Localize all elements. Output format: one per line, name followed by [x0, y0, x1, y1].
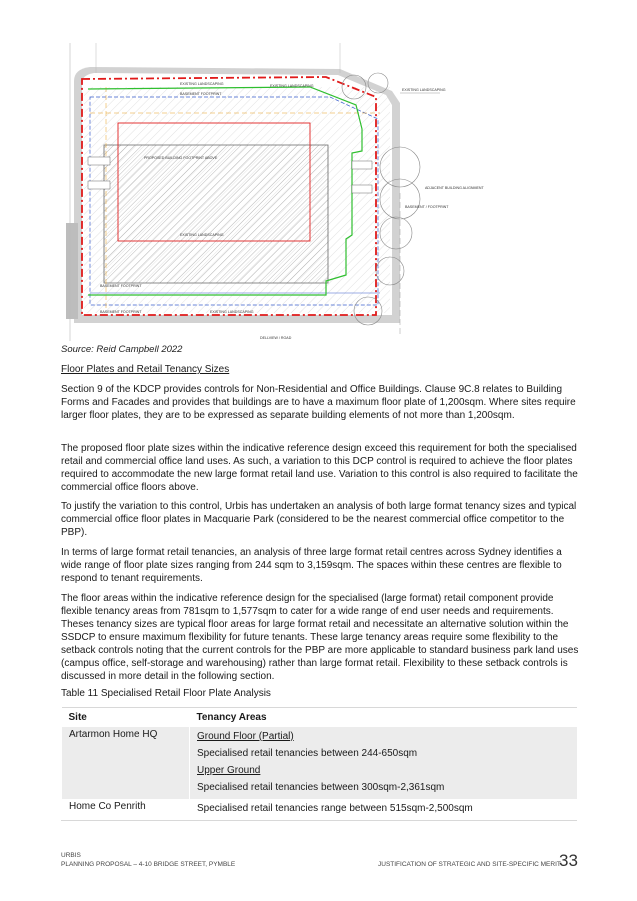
label-ground-line: DELLVIEW / ROAD [260, 336, 292, 340]
footer-org: URBIS [61, 852, 81, 859]
retail-floor-plate-table [61, 707, 577, 821]
table-row [62, 799, 578, 821]
cell-tenancy-areas [190, 799, 578, 821]
label-basement-footprint: BASEMENT FOOTPRINT [180, 92, 222, 96]
proposed-building-block [104, 145, 328, 283]
paragraph-kdcp: Section 9 of the KDCP provides controls for Non-Residential and Office Buildings. Clause 9C.8 relates to Building Forms and Facades and provides that buildings are to have a maximum floor plate of 1,200sqm. Where sites require larger floor plates, they are to be expressed as separate building elements of not more than 1,200sqm. [61, 384, 576, 421]
paragraph-reference-design: The floor areas within the indicative reference design for the specialised (large format) retail component provide flexible tenancy areas from 781sqm to 1,577sqm to cater for a wide range of end user needs and requirements. Theses tenancy sizes are typical floor areas for large format retail and necessitate an alternative solution within the SSDCP to ensure maximum flexibility for future tenants. These large tenancy areas require some flexibility to the setback controls noting that the current controls for the PBP are more applicable to standard business park land uses (campus office, self-storage and warehousing) rather than large format retail. Flexibility to these setback controls is discussed in more detail in the following section. [61, 593, 579, 682]
cell-site: Artarmon Home HQ [62, 727, 190, 799]
label-basement-footprint-bottom: BASEMENT FOOTPRINT [100, 284, 142, 288]
tenancy-line-ground-floor: Ground Floor (Partial) [197, 731, 294, 742]
label-existing-landscaping-right: EXISTING LANDSCAPING [402, 88, 446, 92]
paragraph-floor-plate-variation: The proposed floor plate sizes within the indicative reference design exceed this requirement for both the specialised retail and commercial office land uses. As such, a variation to this DCP control is required to achieve the floor plates required to accommodate the new large format retail land use. Variation to this control is also required to facilitate the commercial office floors above. [61, 443, 578, 493]
site-plan-figure [60, 43, 580, 341]
label-existing-landscaping-bottom: EXISTING LANDSCAPING [210, 310, 254, 314]
cell-tenancy-areas [190, 727, 578, 799]
tenancy-line: Specialised retail tenancies between 300sqm-2,361sqm [197, 782, 445, 793]
footer-section-title: JUSTIFICATION OF STRATEGIC AND SITE-SPECIFIC MERIT [378, 861, 561, 868]
header-tenancy-areas: Tenancy Areas [190, 708, 578, 728]
table-row [62, 727, 578, 799]
tenancy-line-upper-ground: Upper Ground [197, 765, 261, 776]
tenancy-line: Specialised retail tenancies between 244-650sqm [197, 748, 418, 759]
header-site: Site [62, 708, 190, 728]
table-caption: Table 11 Specialised Retail Floor Plate Analysis [61, 688, 271, 699]
page-number: 33 [559, 851, 578, 870]
label-basement-footprint-right: BASEMENT / FOOTPRINT [405, 205, 449, 209]
footer-document-title: PLANNING PROPOSAL – 4-10 BRIDGE STREET, PYMBLE [61, 861, 236, 868]
section-heading: Floor Plates and Retail Tenancy Sizes [61, 364, 230, 375]
label-proposed-building: PROPOSED BUILDING FOOTPRINT ABOVE [144, 156, 218, 160]
label-adjacent-building: ADJACENT BUILDING ALIGNMENT [425, 186, 484, 190]
paragraph-urbis-analysis: To justify the variation to this control, Urbis has undertaken an analysis of both large format tenancy sizes and typical commercial office floor plates in Macquarie Park (considered to be the nearest commercial office competitor to the PBP). [61, 501, 577, 538]
label-existing-landscaping-3: EXISTING LANDSCAPING [180, 233, 224, 237]
paragraph-large-format-retail: In terms of large format retail tenancies, an analysis of three large format retail centres across Sydney identifies a wide range of floor plate sizes ranging from 244 sqm to 3,159sqm. The spaces within these centres are flexible to respond to tenant requirements. [61, 547, 562, 584]
tenancy-line: Specialised retail tenancies range between 515sqm-2,500sqm [197, 803, 473, 814]
cell-site: Home Co Penrith [62, 799, 190, 821]
table-header-row [62, 708, 578, 728]
figure-source-caption: Source: Reid Campbell 2022 [61, 344, 183, 355]
label-existing-landscaping: EXISTING LANDSCAPING [180, 82, 224, 86]
label-existing-landscaping-2: EXISTING LANDSCAPING [270, 84, 314, 88]
label-basement-footprint-bottom-2: BASEMENT FOOTPRINT [100, 310, 142, 314]
